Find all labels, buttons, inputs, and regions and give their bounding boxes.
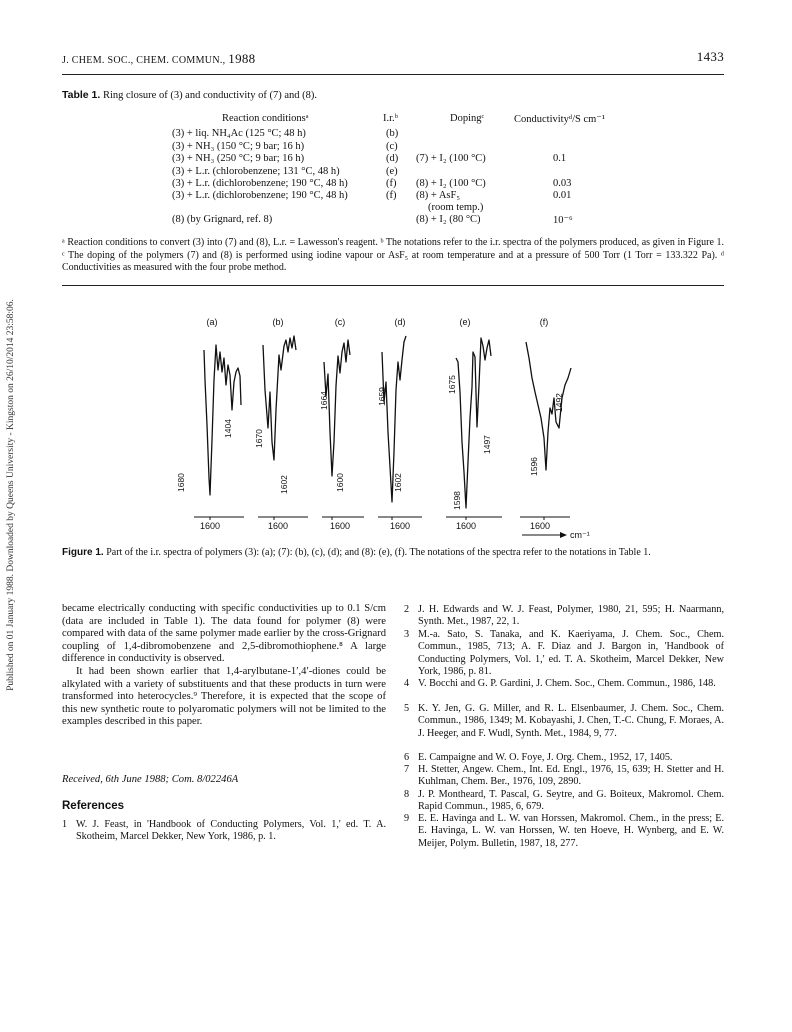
peak-label: 1600 xyxy=(335,473,345,492)
table-cell: 0.1 xyxy=(553,153,567,164)
reference-text: E. Campaigne and W. O. Foye, J. Org. Chem., 1952, 17, 1405. xyxy=(418,752,673,763)
reference-text: J. P. Montheard, T. Pascal, G. Seytre, and G. Boiteux, Makromol. Chem. Rapid Commun., 1985, 6, 679. xyxy=(418,789,724,813)
references-heading: References xyxy=(62,800,125,812)
reference-item xyxy=(404,604,724,629)
axis-tick-label: 1600 xyxy=(455,521,477,531)
col-header-doping: Dopingᶜ xyxy=(450,113,485,124)
panel-label-e: (e) xyxy=(459,317,471,327)
table-rule xyxy=(62,285,724,286)
table-cell: 0.01 xyxy=(553,190,572,201)
peak-label: 1602 xyxy=(393,473,403,492)
reference-number: 9 xyxy=(404,813,410,824)
table-cell: (d) xyxy=(386,153,399,164)
table-cell: (3) + L.r. (dichlorobenzene; 190 °C, 48 h) xyxy=(172,190,348,201)
panel-label-d: (d) xyxy=(394,317,406,327)
spectrum-trace-b xyxy=(263,336,296,460)
body-text xyxy=(62,603,386,729)
reference-item xyxy=(404,752,724,764)
peak-label: 1670 xyxy=(254,429,264,448)
axis-unit-label: cm⁻¹ xyxy=(570,530,590,540)
spectrum-trace-f xyxy=(526,342,571,470)
table-cell: (7) + I₂ (100 °C) xyxy=(416,153,486,164)
panel-label-c: (c) xyxy=(334,317,346,327)
peak-label: 1664 xyxy=(319,391,329,410)
paragraph: It had been shown earlier that 1,4-arylbutane-1′,4′-diones could be alkylated with a variety of substituents and that these products in turn were transformed into heterocycles.⁹ Therefore, it is expected that the scope of this new synthetic route to polyaromatic polymers will not be limited to the examples described in this paper. xyxy=(62,665,386,728)
table-cell: (c) xyxy=(386,141,398,152)
table-cell: (e) xyxy=(386,166,398,177)
table-caption xyxy=(62,89,317,101)
reference-number: 6 xyxy=(404,752,410,763)
panel-label-a: (a) xyxy=(206,317,218,327)
table-label: Table 1. xyxy=(62,89,101,101)
page-number: 1433 xyxy=(696,49,724,64)
table-cell: (f) xyxy=(386,190,397,201)
table-cell: (b) xyxy=(386,128,399,139)
reference-text: K. Y. Jen, G. G. Miller, and R. L. Elsenbaumer, J. Chem. Soc., Chem. Commun., 1986, 1349; M. Kobayashi, J. Chen, T.-C. Chung, F. Moraes, A. J. Heeger, and F. Wudl, Synth. Met., 1984, 9, 77. xyxy=(418,703,724,739)
running-header xyxy=(62,49,724,65)
received-line: Received, 6th June 1988; Com. 8/02246A xyxy=(62,774,239,785)
axis-tick-label: 1600 xyxy=(267,521,289,531)
table-cell: (3) + L.r. (dichlorobenzene; 190 °C, 48 h) xyxy=(172,178,348,189)
axis-tick-label: 1600 xyxy=(329,521,351,531)
peak-label: 1659 xyxy=(377,387,387,406)
peak-label: 1680 xyxy=(176,473,186,492)
download-watermark xyxy=(4,170,18,820)
reference-number: 3 xyxy=(404,629,410,640)
axis-tick-label: 1600 xyxy=(529,521,551,531)
reference-text: V. Bocchi and G. P. Gardini, J. Chem. Soc., Chem. Commun., 1986, 148. xyxy=(418,678,716,689)
axis-tick-label: 1600 xyxy=(389,521,411,531)
table-cell: (8) + I₂ (80 °C) xyxy=(416,214,481,225)
reference-item xyxy=(404,678,724,690)
reference-text: W. J. Feast, in 'Handbook of Conducting Polymers, Vol. 1,' ed. T. A. Skotheim, Marcel Dekker, New York, 1986, p. 1. xyxy=(76,819,386,843)
spectrum-trace-e xyxy=(456,338,491,508)
table-cell: (3) + L.r. (chlorobenzene; 131 °C, 48 h) xyxy=(172,166,340,177)
reference-number: 2 xyxy=(404,604,410,615)
table-cell: (room temp.) xyxy=(428,202,484,213)
header-rule xyxy=(62,74,724,75)
reference-text: J. H. Edwards and W. J. Feast, Polymer, 1980, 21, 595; H. Naarmann, Synth. Met., 1987, 22, 1. xyxy=(418,604,724,628)
table-cell: (3) + liq. NH₄Ac (125 °C; 48 h) xyxy=(172,128,306,139)
reference-item xyxy=(62,819,386,844)
panel-label-b: (b) xyxy=(272,317,284,327)
peak-label: 1675 xyxy=(447,375,457,394)
reference-item xyxy=(404,789,724,814)
col-header-ir: I.r.ᵇ xyxy=(383,113,398,124)
peak-label: 1492 xyxy=(554,393,564,412)
table-cell: (8) + I₂ (100 °C) xyxy=(416,178,486,189)
figure-label: Figure 1. xyxy=(62,547,104,558)
reference-item xyxy=(404,703,724,740)
peak-label: 1602 xyxy=(279,475,289,494)
table-cell: 0.03 xyxy=(553,178,572,189)
peak-label: 1596 xyxy=(529,457,539,476)
table-cell: (f) xyxy=(386,178,397,189)
table-cell: (8) (by Grignard, ref. 8) xyxy=(172,214,273,225)
axis-tick-label: 1600 xyxy=(199,521,221,531)
table-cell: (3) + NH₃ (150 °C; 9 bar; 16 h) xyxy=(172,141,305,152)
peak-label: 1404 xyxy=(223,419,233,438)
table-footnote: ᵃ Reaction conditions to convert (3) into (7) and (8), L.r. = Lawesson's reagent. ᵇ The notations refer to the i.r. spectra of the polymers produced, as given in Figure 1. ᶜ The doping of the polymers (7) and (8) is performed using iodine vapour or AsF₅ at room temperature and at a pressure of 500 Torr (1 Torr = 133.322 Pa). ᵈ Conductivities as measured with the four probe method. xyxy=(62,237,724,273)
table-cell: (3) + NH₃ (250 °C; 9 bar; 16 h) xyxy=(172,153,305,164)
figure-caption-text: Part of the i.r. spectra of polymers (3): (a); (7): (b), (c), (d); and (8): (e), (f). The notations of the spectra refer to the notations in Table 1. xyxy=(103,547,651,558)
journal-name: J. CHEM. SOC., CHEM. COMMUN., xyxy=(62,55,226,66)
table-cell: 10⁻⁶ xyxy=(553,215,573,226)
reference-text: E. E. Havinga and L. W. van Horssen, Makromol. Chem., in the press; E. E. Havinga, L. W. van Horssen, W. ten Hoeve, H. Wynberg, and E. W. Meijer, Polym. Bulletin, 1987, 18, 277. xyxy=(418,813,724,849)
reference-text: H. Stetter, Angew. Chem., Int. Ed. Engl., 1976, 15, 639; H. Stetter and H. Kuhlman, Chem. Ber., 1976, 109, 2890. xyxy=(418,764,724,788)
watermark-text: Published on 01 January 1988. Downloaded by Queens University - Kingston on 26/10/2014 23:58:06. xyxy=(6,299,16,691)
col-header-reaction: Reaction conditionsᵃ xyxy=(222,113,309,124)
reference-number: 5 xyxy=(404,703,410,714)
peak-label: 1497 xyxy=(482,435,492,454)
col-header-conductivity: Conductivityᵈ/S cm⁻¹ xyxy=(514,114,605,125)
panel-label-f: (f) xyxy=(539,317,549,327)
reference-item xyxy=(404,764,724,789)
table-caption-text: Ring closure of (3) and conductivity of (7) and (8). xyxy=(100,90,317,101)
reference-number: 4 xyxy=(404,678,410,689)
ir-spectra-figure xyxy=(160,310,630,545)
reference-text: M.-a. Sato, S. Tanaka, and K. Kaeriyama, J. Chem. Soc., Chem. Commun., 1985, 713; A. F. Diaz and J. Bargon in, 'Handbook of Conducting Polymers, Vol. 1,' ed. T. A. Skotheim, Marcel Dekker, New York, 1986, p. 81. xyxy=(418,629,724,677)
figure-caption xyxy=(62,547,724,560)
reference-number: 7 xyxy=(404,764,410,775)
table-cell: (8) + AsF₅ xyxy=(416,190,461,201)
paragraph: became electrically conducting with specific conductivities up to 0.1 S/cm (data are included in Table 1). The data found for polymer (8) were compared with data of the same polymer made earlier by the cross-Grignard coupling of 1,4-dibromobenzene and 2,5-dibromothiophene.⁸ A large difference in conductivity is observed. xyxy=(62,603,386,665)
reference-item xyxy=(404,629,724,678)
reference-item xyxy=(404,813,724,850)
peak-label: 1598 xyxy=(452,491,462,510)
reference-number: 8 xyxy=(404,789,410,800)
reference-number: 1 xyxy=(62,819,68,830)
journal-year: 1988 xyxy=(228,51,256,66)
